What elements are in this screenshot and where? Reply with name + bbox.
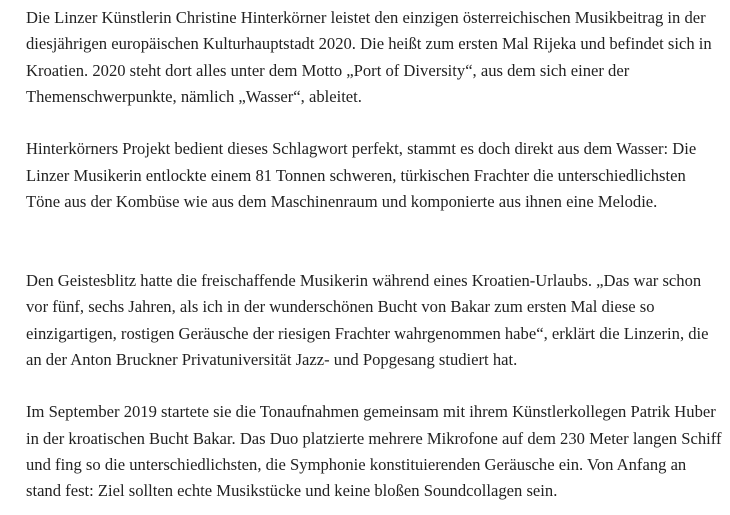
text-line: Den Geistesblitz hatte die freischaffende Musikerin während eines Kroatien-Urlaubs. „Das war schon [26,270,702,290]
text-line: stand fest: Ziel sollten echte Musikstücke und keine bloßen Soundcollagen sein. [26,481,558,501]
text-line: Die Linzer Künstlerin Christine Hinterkörner leistet den einzigen österreichischen Musikbeitrag in der [26,8,706,27]
text-line: Kroatien. 2020 steht dort alles unter dem Motto „Port of Diversity“, aus dem sich einer der [26,60,630,80]
paragraph-recording [26,399,726,504]
text-line: vor fünf, sechs Jahren, als ich in der wunderschönen Bucht von Bakar zum ersten Mal diese so [26,297,655,317]
text-line: in der kroatischen Bucht Bakar. Das Duo platzierte mehrere Mikrofone auf dem 230 Meter langen Schiff [26,428,722,448]
text-line: Im September 2019 startete sie die Tonaufnahmen gemeinsam mit ihrem Künstlerkollegen Patrik Huber [26,402,716,422]
text-line: diesjährigen europäischen Kulturhauptstadt 2020. Die heißt zum ersten Mal Rijeka und befindet sich in [26,34,712,54]
paragraph-project [26,136,726,215]
text-line: Hinterkörners Projekt bedient dieses Schlagwort perfekt, stammt es doch direkt aus dem Wasser: Die [26,139,697,159]
text-line: an der Anton Bruckner Privatuniversität Jazz- und Popgesang studiert hat. [26,349,518,369]
text-line: einzigartigen, rostigen Geräusche der riesigen Frachter wahrgenommen habe“, erklärt die Linzerin, die [26,323,709,343]
text-line: Linzer Musikerin entlockte einem 81 Tonnen schweren, türkischen Frachter die unterschiedlichsten [26,165,686,185]
text-line: Töne aus der Kombüse wie aus dem Maschinenraum und komponierte aus ihnen eine Melodie. [26,192,658,212]
text-line: und fing so die unterschiedlichsten, die Symphonie konstituierenden Geräusche ein. Von Anfang an [26,455,687,475]
paragraph-spacer [26,110,726,136]
paragraph-spacer [26,373,726,399]
paragraph-spacer [26,215,726,268]
paragraph-intro [26,5,726,110]
paragraph-inspiration [26,268,726,373]
text-line: Themenschwerpunkte, nämlich „Wasser“, ableitet. [26,86,362,106]
article-body [26,5,726,505]
